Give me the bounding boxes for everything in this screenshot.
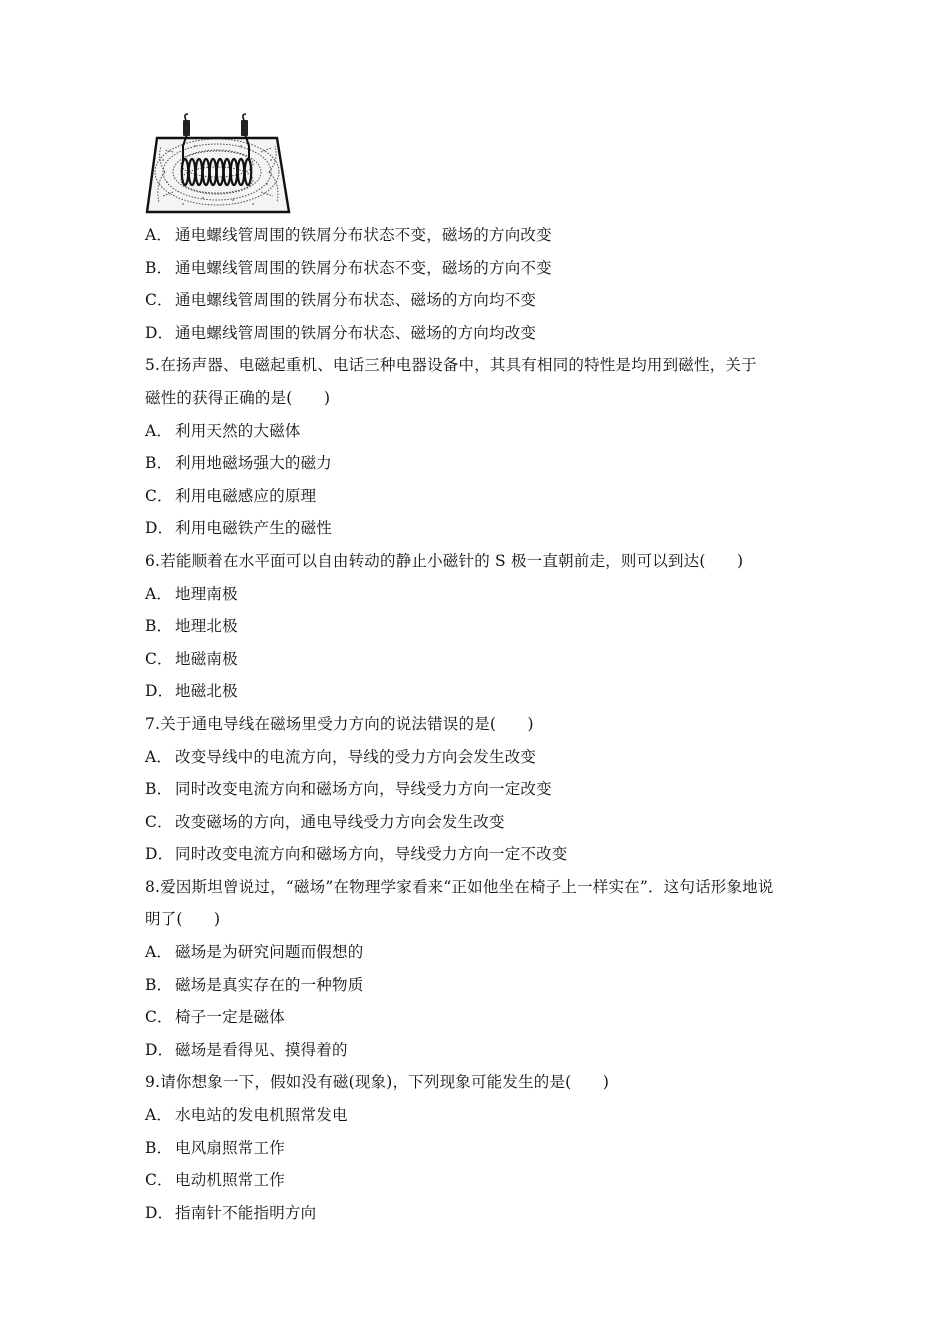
q9-stem-line-1: 9.请你想象一下，假如没有磁(现象)，下列现象可能发生的是( ) xyxy=(145,1073,610,1092)
option-text: 磁场是为研究问题而假想的 xyxy=(175,943,364,962)
option-letter: D． xyxy=(145,682,174,701)
question-list xyxy=(145,219,825,1229)
option-letter: B． xyxy=(145,617,173,636)
option-text: 利用电磁铁产生的磁性 xyxy=(175,519,333,538)
option-text: 地理北极 xyxy=(175,617,238,636)
option-text: 改变磁场的方向，通电导线受力方向会发生改变 xyxy=(175,812,505,831)
option-letter: D． xyxy=(145,323,174,342)
option-text: 地磁南极 xyxy=(175,649,238,668)
option-text: 改变导线中的电流方向，导线的受力方向会发生改变 xyxy=(175,747,537,766)
option-text: 同时改变电流方向和磁场方向，导线受力方向一定不改变 xyxy=(175,845,568,864)
option-letter: B． xyxy=(145,975,173,994)
q5-option-c xyxy=(145,480,825,513)
option-text: 通电螺线管周围的铁屑分布状态不变，磁场的方向改变 xyxy=(175,226,552,244)
q7-option-b xyxy=(145,773,825,806)
q5-option-a xyxy=(145,415,825,448)
option-text: 通电螺线管周围的铁屑分布状态、磁场的方向均改变 xyxy=(175,323,537,342)
option-text: 磁场是真实存在的一种物质 xyxy=(175,975,364,994)
option-text: 地理南极 xyxy=(175,584,238,603)
option-text: 利用天然的大磁体 xyxy=(175,421,301,440)
option-letter: A． xyxy=(145,421,173,440)
option-text: 通电螺线管周围的铁屑分布状态、磁场的方向均不变 xyxy=(175,291,537,310)
option-letter: C． xyxy=(145,1171,173,1190)
option-letter: D． xyxy=(145,519,174,538)
q6-option-b xyxy=(145,610,825,643)
option-letter: B． xyxy=(145,780,173,799)
q6-option-c xyxy=(145,643,825,676)
option-letter: A． xyxy=(145,584,173,603)
option-text: 电动机照常工作 xyxy=(175,1171,285,1190)
q8-stem-line-2: 明了( ) xyxy=(145,910,221,929)
q8-option-d xyxy=(145,1034,825,1067)
q4-option-c xyxy=(145,284,825,317)
option-letter: A． xyxy=(145,226,173,244)
option-letter: C． xyxy=(145,649,173,668)
option-letter: D． xyxy=(145,1040,174,1059)
q7-option-d xyxy=(145,838,825,871)
q4-option-a xyxy=(145,219,825,252)
q8-option-a xyxy=(145,936,825,969)
option-letter: B． xyxy=(145,1138,173,1157)
q4-option-d xyxy=(145,317,825,350)
q7-option-c xyxy=(145,806,825,839)
q8-option-c xyxy=(145,1001,825,1034)
option-text: 指南针不能指明方向 xyxy=(175,1203,317,1222)
option-text: 利用地磁场强大的磁力 xyxy=(175,454,333,473)
option-letter: D． xyxy=(145,1203,174,1222)
option-letter: C． xyxy=(145,1008,173,1027)
solenoid-iron-filings-figure xyxy=(143,112,293,216)
option-letter: C． xyxy=(145,486,173,505)
q9-option-b xyxy=(145,1132,825,1165)
option-text: 利用电磁感应的原理 xyxy=(175,486,317,505)
option-text: 椅子一定是磁体 xyxy=(175,1008,285,1027)
q4-option-b xyxy=(145,252,825,285)
option-letter: A． xyxy=(145,943,173,962)
option-letter: B． xyxy=(145,258,173,277)
q5-stem-line-2: 磁性的获得正确的是( ) xyxy=(145,388,331,407)
q9-option-d xyxy=(145,1197,825,1230)
option-letter: C． xyxy=(145,812,173,831)
q5-option-d xyxy=(145,512,825,545)
option-text: 通电螺线管周围的铁屑分布状态不变，磁场的方向不变 xyxy=(175,258,552,277)
option-letter: A． xyxy=(145,747,173,766)
option-text: 电风扇照常工作 xyxy=(175,1138,285,1157)
q6-option-a xyxy=(145,578,825,611)
q8-option-b xyxy=(145,969,825,1002)
q6-option-d xyxy=(145,675,825,708)
q5-stem-line-1: 5.在扬声器、电磁起重机、电话三种电器设备中，其具有相同的特性是均用到磁性，关于 xyxy=(145,356,757,375)
q5-option-b xyxy=(145,447,825,480)
option-letter: B． xyxy=(145,454,173,473)
q9-option-a xyxy=(145,1099,825,1132)
q8-stem-line-1: 8.爱因斯坦曾说过，“磁场”在物理学家看来“正如他坐在椅子上一样实在”．这句话形象地说 xyxy=(145,877,774,896)
q7-option-a xyxy=(145,741,825,774)
q6-stem-line-1: 6.若能顺着在水平面可以自由转动的静止小磁针的 S 极一直朝前走，则可以到达( ) xyxy=(145,551,744,570)
option-text: 水电站的发电机照常发电 xyxy=(175,1106,348,1125)
option-text: 地磁北极 xyxy=(175,682,238,701)
option-text: 同时改变电流方向和磁场方向，导线受力方向一定改变 xyxy=(175,780,552,799)
option-letter: D． xyxy=(145,845,174,864)
q7-stem-line-1: 7.关于通电导线在磁场里受力方向的说法错误的是( ) xyxy=(145,714,534,733)
option-text: 磁场是看得见、摸得着的 xyxy=(175,1040,348,1059)
solenoid-diagram xyxy=(143,112,293,216)
option-letter: C． xyxy=(145,291,173,310)
q9-option-c xyxy=(145,1164,825,1197)
option-letter: A． xyxy=(145,1106,173,1125)
